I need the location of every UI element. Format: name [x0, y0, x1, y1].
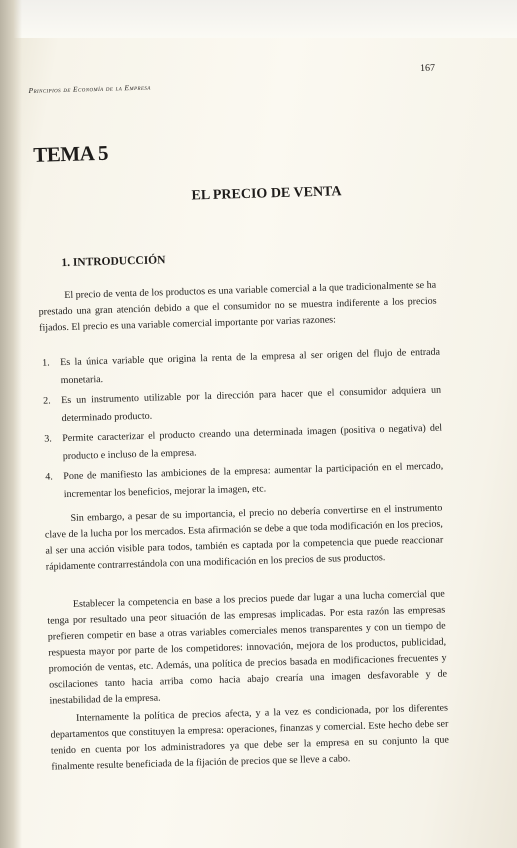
paragraph-text: Internamente la política de precios afecta, y a la vez es condicionada, por los diferentes departamentos que constituyen la empresa: operaciones, finanzas y comercial. Este hecho debe ser tenido en cuenta por los administradores ya que debe ser la empresa en su conjunto la que finalmente resulte beneficiada de la fijación de precios que se lleve a cabo.: [50, 702, 449, 773]
list-text: Es un instrumento utilizable por la dirección para hacer que el consumidor adquiera un determinado producto.: [61, 384, 442, 425]
chapter-label: TEMA 5: [32, 140, 109, 167]
paragraph-text: Establecer la competencia en base a los precios puede dar lugar a una lucha comercial que tenga por resultado una peor situación de las empresas implicadas. Por esta razón las empresas prefieren competir en base a otras variables comerciales menos transparentes y con un tiempo de respuesta mayor por parte de los competidores: innovación, mejora de los productos, publicidad, promoción de ventas, etc. Además, una política de precios basada en modificaciones frecuentes y oscilaciones tanto hacia arriba como hacia abajo crearía una imagen desfavorable y de inestabilidad de la empresa.: [47, 588, 448, 707]
list-number: 2.: [43, 395, 51, 407]
chapter-title: EL PRECIO DE VENTA: [191, 184, 342, 204]
reasons-list: [42, 344, 444, 507]
running-head: Principios de Economía de la Empresa: [28, 82, 151, 95]
paragraph-intro: [38, 278, 437, 337]
list-number: 4.: [45, 471, 53, 483]
list-text: Es la única variable que origina la renta de la empresa al ser origen del flujo de entrada monetaria.: [59, 346, 441, 387]
paragraph-text: Sin embargo, a pesar de su importancia, el precio no debería convertirse en el instrumento clave de la lucha por los mercados. Esta afirmación se debe a que toda modificación en los precios, al ser una acción visible para todos, también es captada por la competencia que puede reaccionar rápidamente contrarrestándola con una modificación en los precios de sus productos.: [44, 502, 444, 573]
list-text: Pone de manifiesto las ambiciones de la empresa: aumentar la participación en el mercado, incrementar los beneficios, mejorar la imagen, etc.: [63, 460, 444, 501]
list-number: 1.: [41, 357, 50, 369]
paragraph-importance: [44, 501, 444, 576]
paragraph-text: El precio de venta de los productos es una variable comercial a la que tradicionalmente se ha prestado una gran atención debido a que el consumidor no se muestra indiferente a los precios fijados. El precio es una variable comercial importante por varias razones:: [38, 279, 437, 334]
paragraph-competition: [47, 587, 448, 710]
page-content: [26, 0, 517, 848]
list-text: Permite caracterizar el producto creando una determinada imagen (positiva o negativa) del producto e incluso de la empresa.: [62, 422, 443, 463]
page-number: 167: [419, 62, 436, 75]
page-binding-shadow: [0, 0, 22, 848]
paragraph-internal: [50, 700, 450, 775]
section-heading: 1. INTRODUCCIÓN: [61, 254, 166, 270]
list-number: 3.: [44, 433, 52, 445]
